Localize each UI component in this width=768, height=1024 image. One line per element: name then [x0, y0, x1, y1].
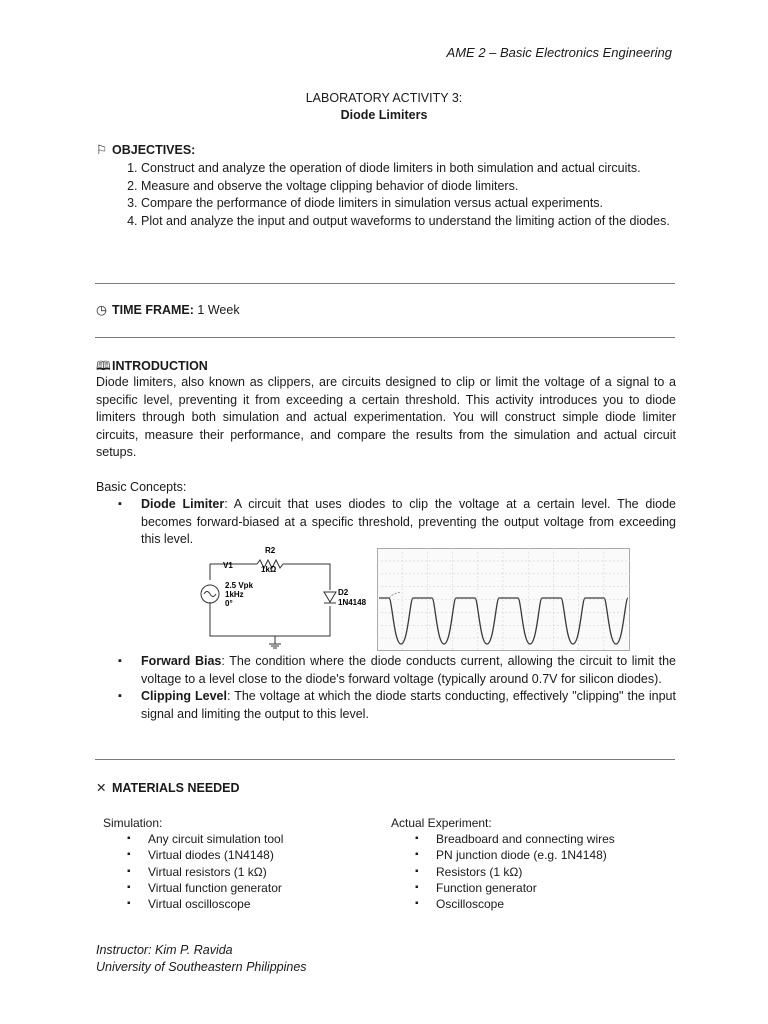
material-item: ▪ Function generator: [436, 880, 671, 896]
material-item: ▪ Virtual diodes (1N4148): [148, 847, 373, 863]
time-frame-value: 1 Week: [197, 303, 240, 317]
time-frame: ◷ TIME FRAME: 1 Week: [96, 303, 240, 317]
tools-icon: ✕: [96, 781, 107, 795]
resistor-value: 1kΩ: [261, 565, 277, 574]
divider: [95, 759, 675, 760]
actual-materials: [391, 815, 671, 912]
objective-item: 1. Construct and analyze the operation of diode limiters in both simulation and actual circuits.: [141, 160, 673, 178]
objective-item: 4. Plot and analyze the input and output waveforms to understand the limiting action of the diodes.: [141, 213, 673, 231]
course-header: AME 2 – Basic Electronics Engineering: [446, 45, 672, 60]
concept-item-diode-limiter: ▪ Diode Limiter: A circuit that uses diodes to clip the voltage at a certain level. The diode becomes forward-biased at a specific threshold, preventing the output voltage from exceeding this level.: [141, 496, 676, 549]
university-name: University of Southeastern Philippines: [96, 960, 307, 974]
material-item: ▪ Virtual resistors (1 kΩ): [148, 864, 373, 880]
divider: [95, 283, 675, 284]
lab-activity-subtitle: Diode Limiters: [340, 108, 428, 122]
source-name: V1: [223, 561, 233, 570]
instructor-name: Instructor: Kim P. Ravida: [96, 943, 233, 957]
concept-list: [96, 653, 676, 723]
basic-concepts-label: Basic Concepts:: [96, 480, 187, 494]
simulation-label: Simulation:: [103, 816, 163, 830]
flag-icon: ⚐: [96, 143, 108, 157]
diode-name: D2: [338, 588, 349, 597]
ground-symbol: [269, 636, 281, 648]
material-item: ▪ PN junction diode (e.g. 1N4148): [436, 847, 671, 863]
diode-part: 1N4148: [338, 598, 367, 607]
introduction-body: Diode limiters, also known as clippers, are circuits designed to clip or limit the voltage of a signal to a specific level, preventing it from exceeding a certain threshold. This activity introduces you to diode limiters through both simulation and actual experimentation. You will construct simple diode limiter circuits, measure their performance, and compare the results from the simulation and actual circuit setups.: [96, 375, 676, 459]
source-amplitude: 2.5 Vpk: [225, 581, 254, 590]
objectives-list: [96, 160, 673, 230]
source-frequency: 1kHz: [225, 590, 244, 599]
concept-item-forward-bias: ▪ Forward Bias: The condition where the diode conducts current, allowing the circuit to limit the voltage to a level close to the diode's forward voltage (typically around 0.7V for silicon diodes).: [141, 653, 676, 688]
material-item: ▪ Any circuit simulation tool: [148, 831, 373, 847]
material-item: ▪ Oscilloscope: [436, 896, 671, 912]
objective-item: 3. Compare the performance of diode limiters in simulation versus actual experiments.: [141, 195, 673, 213]
objectives-heading: ⚐ OBJECTIVES:: [96, 143, 196, 157]
simulation-materials: [103, 815, 373, 912]
resistor-name: R2: [265, 546, 276, 555]
diode-limiter-schematic: [195, 544, 367, 649]
introduction-heading: 🕮INTRODUCTION: [96, 357, 208, 378]
material-item: ▪ Virtual function generator: [148, 880, 373, 896]
source-phase: 0°: [225, 599, 233, 608]
concept-item-clipping-level: ▪ Clipping Level: The voltage at which the diode starts conducting, effectively "clipping" the input signal and limiting the output to this level.: [141, 688, 676, 723]
actual-label: Actual Experiment:: [391, 816, 492, 830]
lab-activity-title: LABORATORY ACTIVITY 3:: [305, 91, 463, 105]
oscilloscope-waveform: [377, 548, 630, 651]
materials-heading: ✕ MATERIALS NEEDED: [96, 781, 240, 795]
material-item: ▪ Resistors (1 kΩ): [436, 864, 671, 880]
clock-icon: ◷: [96, 303, 107, 317]
diode-symbol: [324, 592, 336, 602]
objective-item: 2. Measure and observe the voltage clipping behavior of diode limiters.: [141, 178, 673, 196]
divider: [95, 337, 675, 338]
book-icon: 🕮: [96, 359, 111, 373]
concept-list: [96, 496, 676, 549]
material-item: ▪ Breadboard and connecting wires: [436, 831, 671, 847]
material-item: ▪ Virtual oscilloscope: [148, 896, 373, 912]
